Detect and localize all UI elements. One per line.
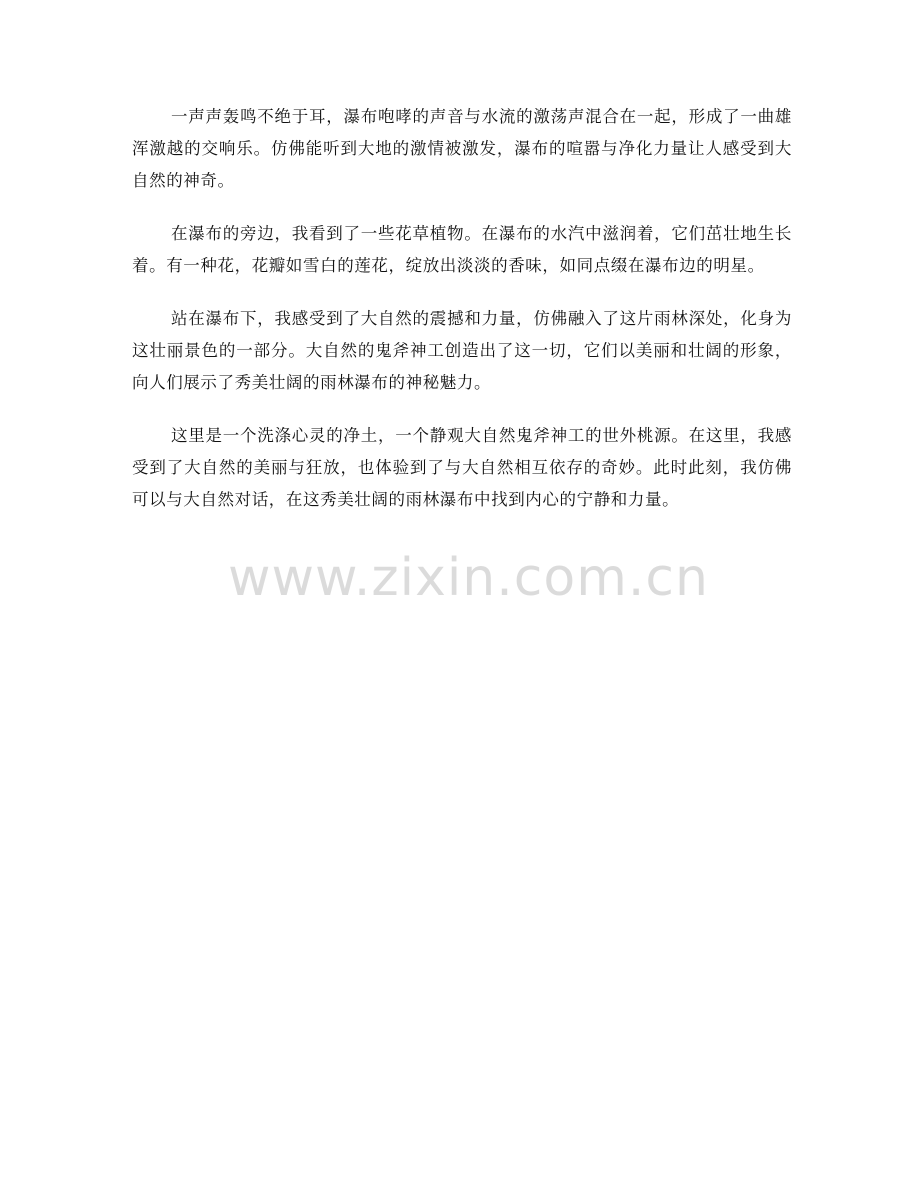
paragraph-4: 这里是一个洗涤心灵的净土，一个静观大自然鬼斧神工的世外桃源。在这里，我感受到了大自然的美丽与狂放，也体验到了与大自然相互依存的奇妙。此时此刻，我仿佛可以与大自然对话，在这秀美壮阔的雨林瀑布中找到内心的宁静和力量。 [132,426,792,509]
watermark: www.zixin.com.cn [228,548,709,608]
paragraph-3: 站在瀑布下，我感受到了大自然的震撼和力量，仿佛融入了这片雨林深处，化身为这壮丽景色的一部分。大自然的鬼斧神工创造出了这一切，它们以美丽和壮阔的形象，向人们展示了秀美壮阔的雨林瀑布的神秘魅力。 [132,309,792,392]
document-body [132,101,792,537]
paragraph-2: 在瀑布的旁边，我看到了一些花草植物。在瀑布的水汽中滋润着，它们茁壮地生长着。有一种花，花瓣如雪白的莲花，绽放出淡淡的香味，如同点缀在瀑布边的明星。 [132,224,792,275]
paragraph-1: 一声声轰鸣不绝于耳，瀑布咆哮的声音与水流的激荡声混合在一起，形成了一曲雄浑激越的交响乐。仿佛能听到大地的激情被激发，瀑布的喧嚣与净化力量让人感受到大自然的神奇。 [132,107,792,190]
